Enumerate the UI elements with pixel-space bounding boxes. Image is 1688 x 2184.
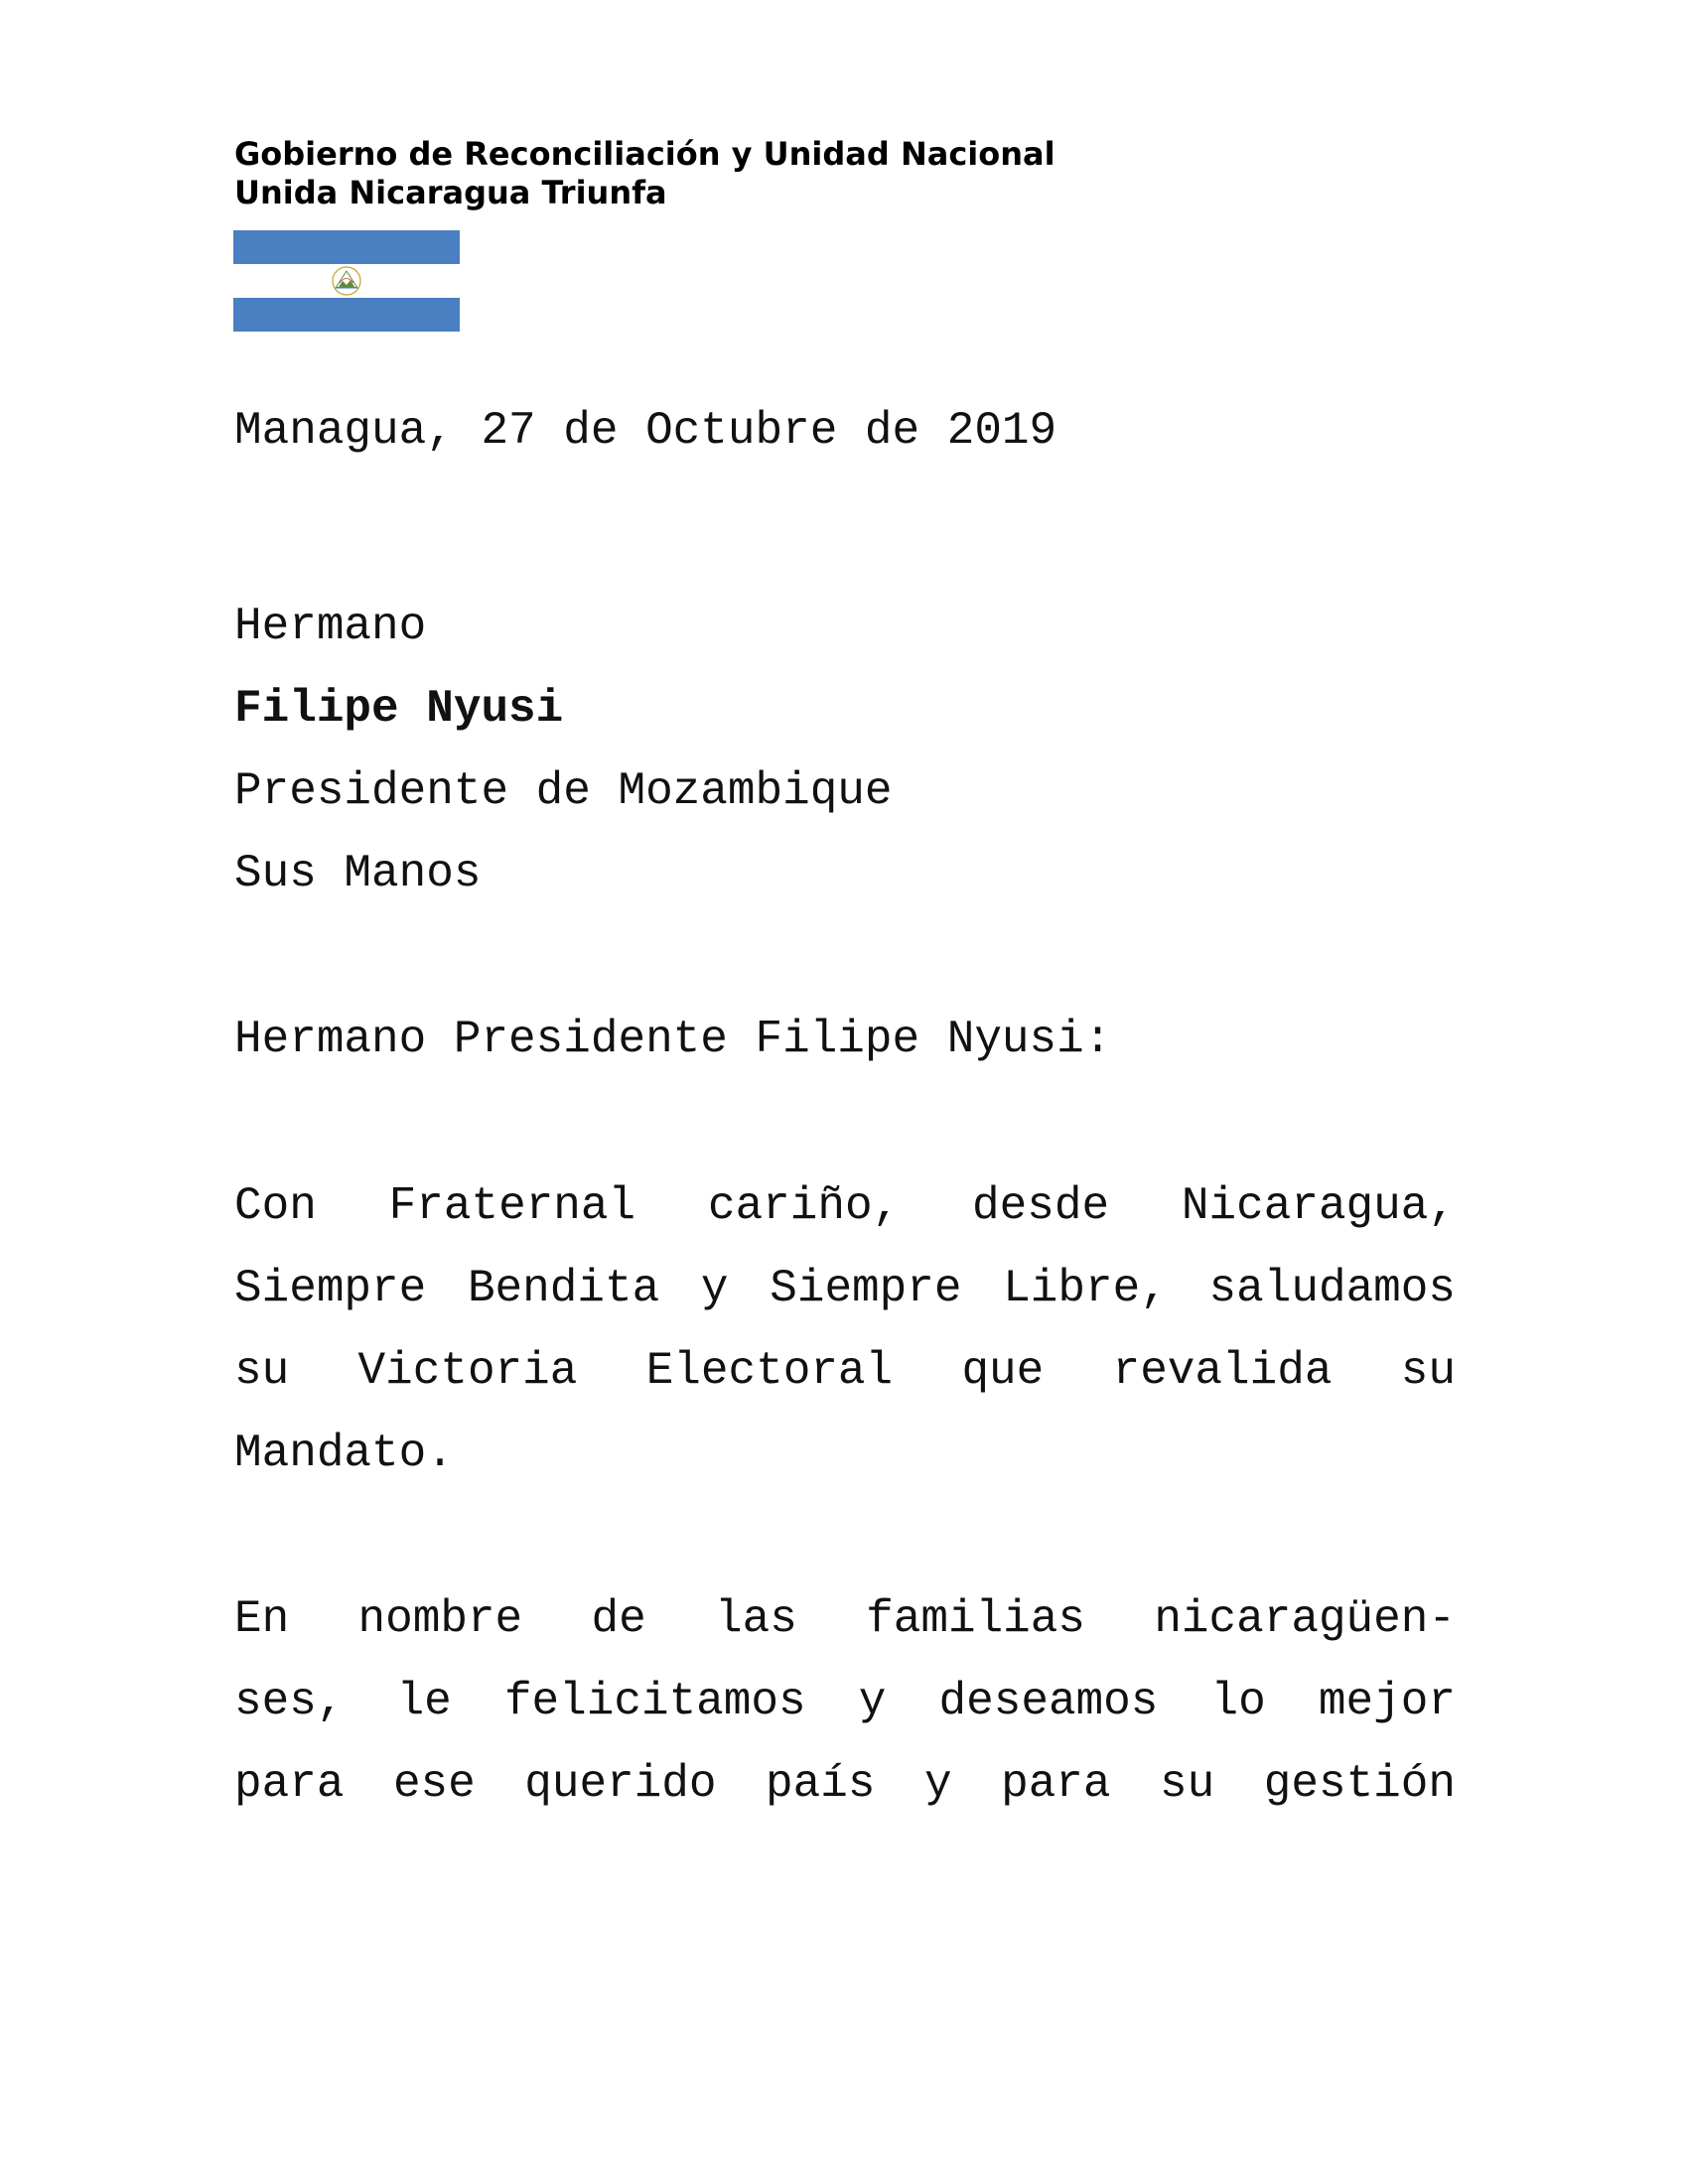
word: Bendita (467, 1263, 660, 1314)
recipient-title: Presidente de Mozambique (234, 765, 893, 817)
word: Mandato. (234, 1428, 454, 1479)
word: las (715, 1593, 797, 1645)
word: revalida (1112, 1345, 1333, 1397)
word: nicaragüen- (1154, 1593, 1456, 1645)
letter-greeting: Hermano Presidente Filipe Nyusi: (234, 1014, 1112, 1065)
paragraph-line (234, 1591, 1456, 1674)
flag-bottom-band (233, 298, 460, 332)
word: mejor (1318, 1676, 1456, 1727)
letterhead-slogan: Unida Nicaragua Triunfa (234, 174, 667, 211)
word: ese (392, 1758, 476, 1810)
word: deseamos (938, 1676, 1159, 1727)
word: país (766, 1758, 876, 1810)
word: Fraternal (388, 1180, 636, 1232)
word: Siempre (770, 1263, 962, 1314)
nicaragua-flag-icon (233, 230, 460, 332)
paragraph-line (234, 1426, 1456, 1508)
word: En (234, 1593, 290, 1645)
word: lo (1210, 1676, 1266, 1727)
word: ses, (234, 1676, 345, 1727)
delivery-note: Sus Manos (234, 848, 482, 899)
body-paragraph-2 (234, 1591, 1456, 1839)
word: su (234, 1345, 290, 1397)
body-paragraph-1 (234, 1178, 1456, 1508)
word: para (234, 1758, 345, 1810)
coat-of-arms-icon (325, 264, 368, 298)
word: para (1001, 1758, 1111, 1810)
word: su (1400, 1345, 1456, 1397)
word: Electoral (645, 1345, 894, 1397)
word: Nicaragua, (1181, 1180, 1456, 1232)
recipient-name: Filipe Nyusi (234, 683, 564, 735)
word: familias (866, 1593, 1085, 1645)
word: Victoria (357, 1345, 578, 1397)
paragraph-line (234, 1343, 1456, 1426)
word: y (700, 1263, 729, 1314)
letterhead (234, 135, 1055, 212)
paragraph-line (234, 1261, 1456, 1343)
letter-date: Managua, 27 de Octubre de 2019 (234, 405, 1057, 457)
letterhead-government: Gobierno de Reconciliación y Unidad Nacional (234, 135, 1055, 173)
word: nombre (357, 1593, 523, 1645)
word: le (396, 1676, 452, 1727)
recipient-salutation: Hermano (234, 601, 427, 652)
word: Libre, (1003, 1263, 1168, 1314)
word: felicitamos (503, 1676, 806, 1727)
word: cariño, (707, 1180, 901, 1232)
word: gestión (1263, 1758, 1456, 1810)
word: saludamos (1208, 1263, 1456, 1314)
flag-top-band (233, 230, 460, 264)
word: querido (524, 1758, 717, 1810)
word: Siempre (234, 1263, 427, 1314)
word: desde (972, 1180, 1110, 1232)
word: su (1160, 1758, 1215, 1810)
paragraph-line (234, 1178, 1456, 1261)
paragraph-line (234, 1674, 1456, 1756)
paragraph-line (234, 1756, 1456, 1839)
word: y (858, 1676, 887, 1727)
word: de (591, 1593, 646, 1645)
word: que (961, 1345, 1045, 1397)
word: y (923, 1758, 952, 1810)
word: Con (234, 1180, 317, 1232)
